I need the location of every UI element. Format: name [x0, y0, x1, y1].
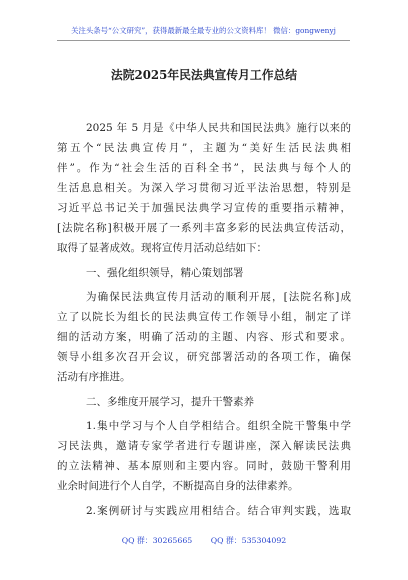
section-1-heading: 一、强化组织领导，精心策划部署: [86, 266, 244, 279]
document-title: 法院2025年民法典宣传月工作总结: [110, 68, 298, 82]
qq-group-1: QQ 群：30265665: [121, 536, 193, 545]
section-2-item-2-paragraph: [57, 501, 351, 521]
section-1-heading-block: [57, 263, 351, 283]
section-2-item-1-line: 习民法典，邀请专家学者进行专题讲座，深入解读民法典: [57, 440, 351, 453]
page-header: [57, 25, 350, 41]
section-2-heading-block: [57, 392, 351, 412]
intro-line: 习近平总书记关于加强民法典学习宣传的重要指示精神，: [57, 202, 351, 214]
section-2-item-1-line: 1.集中学习与个人自学相结合。组织全院干警集中学: [86, 420, 351, 433]
intro-line: 2025 年 5 月是《中华人民共和国民法典》施行以来的: [86, 122, 351, 134]
page-footer: [0, 535, 408, 547]
section-2-item-1-paragraph: [57, 416, 351, 496]
document-body: [57, 118, 351, 521]
section-1-line: 活动有序推进。: [57, 371, 131, 384]
section-2-item-1-line: 的立法精神、基本原则和主要内容。同时，鼓励干警利用: [57, 460, 351, 473]
section-2-item-2-line: 2.案例研讨与实践应用相结合。结合审判实践，选取: [86, 504, 351, 517]
intro-line: 生活息息相关。为深入学习贯彻习近平法治思想，特别是: [57, 182, 351, 194]
section-1-line: 为确保民法典宣传月活动的顺利开展，[法院名称]成: [86, 291, 351, 304]
intro-paragraph: [57, 118, 351, 258]
section-1-line: 立了以院长为组长的民法典宣传工作领导小组，制定了详: [57, 311, 351, 324]
section-2-item-1-line: 业余时间进行个人自学，不断提高自身的法律素养。: [57, 480, 299, 493]
intro-line: 伴”。作为“社会生活的百科全书”，民法典与每个人的: [57, 162, 351, 174]
intro-line: 取得了显著成效。现将宣传月活动总结如下：: [57, 242, 267, 254]
section-1-line: 细的活动方案，明确了活动的主题、内容、形式和要求。: [57, 331, 351, 344]
header-promo-text: 关注头条号“公文研究”，获得最新最全最专业的公文资料库！ 微信：gongwenyj: [71, 26, 336, 35]
section-2-heading: 二、多维度开展学习，提升干警素养: [86, 395, 254, 408]
qq-group-2: QQ 群：535304092: [210, 536, 287, 545]
intro-line: [法院名称]积极开展了一系列丰富多彩的民法典宣传活动，: [57, 222, 351, 234]
intro-line: 第五个“民法典宣传月”，主题为“美好生活民法典相: [57, 142, 351, 154]
section-1-paragraph: [57, 287, 351, 387]
section-1-line: 领导小组多次召开会议，研究部署活动的各项工作，确保: [57, 351, 351, 364]
